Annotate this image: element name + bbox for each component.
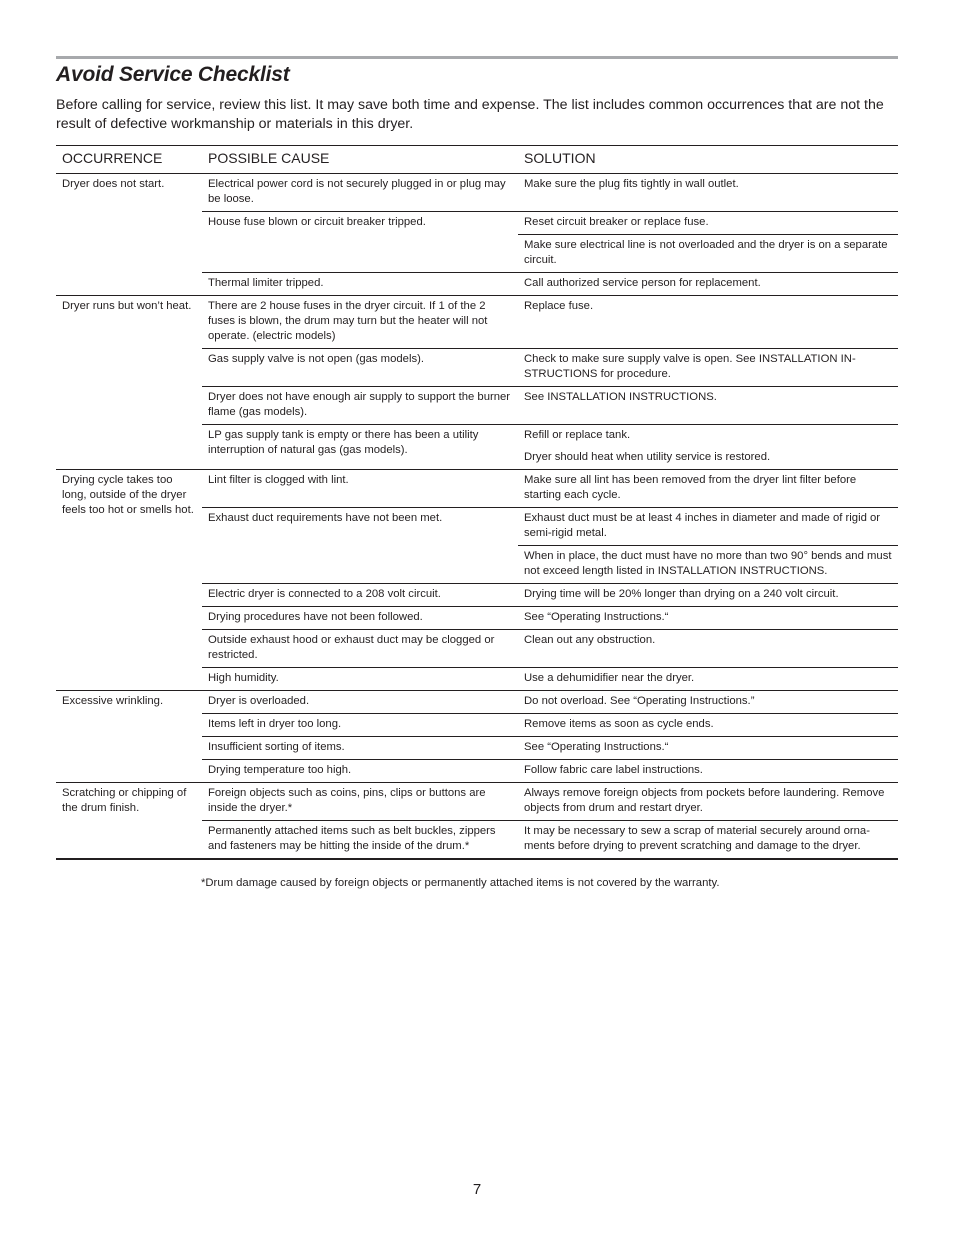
possible-cause-cell: High humidity. (202, 668, 518, 691)
header-possible-cause: POSSIBLE CAUSE (202, 146, 518, 174)
possible-cause-cell: Gas supply valve is not open (gas models). (202, 349, 518, 387)
table-row (56, 296, 898, 349)
possible-cause-cell: Dryer does not have enough air supply to support the burner flame (gas models). (202, 387, 518, 425)
possible-cause-cell: Items left in dryer too long. (202, 714, 518, 737)
possible-cause-cell: Drying procedures have not been followed. (202, 607, 518, 630)
footnote: *Drum damage caused by foreign objects or permanently attached items is not covered by the warranty. (201, 877, 720, 889)
occurrence-cell: Dryer runs but won’t heat. (56, 296, 202, 470)
solution-cell: Drying time will be 20% longer than drying on a 240 volt circuit. (518, 584, 898, 607)
table-row (56, 691, 898, 714)
table-body (56, 174, 898, 860)
solution-cell: Make sure the plug fits tightly in wall outlet. (524, 178, 739, 190)
solution-cell: Exhaust duct must be at least 4 inches in diameter and made of rigid or semi-rigid metal. (518, 508, 898, 546)
table-row (56, 783, 898, 821)
solution-cell: When in place, the duct must have no more than two 90° bends and must not exceed length listed in INSTALLATION INSTRUCTIONS. (518, 546, 898, 584)
possible-cause-cell: Electrical power cord is not securely plugged in or plug may be loose. (208, 178, 506, 205)
possible-cause-cell: Insufficient sorting of items. (202, 737, 518, 760)
solution-cell: Refill or replace tank. (518, 425, 898, 448)
possible-cause-cell: Foreign objects such as coins, pins, clips or buttons are inside the dryer.* (202, 783, 518, 821)
solution-cell: Always remove foreign objects from pockets before laundering. Remove objects from drum and restart dryer. (518, 783, 898, 821)
possible-cause-cell: There are 2 house fuses in the dryer circuit. If 1 of the 2 fuses is blown, the drum may turn but the heater will not operate. (electric models) (202, 296, 518, 349)
possible-cause-cell: Dryer is overloaded. (202, 691, 518, 714)
occurrence-cell: Scratching or chipping of the drum finish. (56, 783, 202, 860)
solution-cell: Make sure electrical line is not overloaded and the dryer is on a separate circuit. (518, 235, 898, 273)
page-number: 7 (472, 1181, 482, 1198)
solution-cell: Make sure all lint has been removed from the dryer lint filter before starting each cycle. (518, 470, 898, 508)
solution-cell: Follow fabric care label instructions. (518, 760, 898, 783)
possible-cause-cell: Lint filter is clogged with lint. (202, 470, 518, 508)
solution-cell: Replace fuse. (518, 296, 898, 349)
possible-cause-cell: House fuse blown or circuit breaker tripped. (202, 212, 518, 273)
solution-cell: See “Operating Instructions.“ (518, 737, 898, 760)
solution-cell: See INSTALLATION INSTRUCTIONS. (518, 387, 898, 425)
solution-cell: See “Operating Instructions.“ (518, 607, 898, 630)
solution-cell: Remove items as soon as cycle ends. (518, 714, 898, 737)
header-solution: SOLUTION (518, 146, 898, 174)
solution-cell: Check to make sure supply valve is open. See INSTALLATION IN-STRUCTIONS for procedure. (518, 349, 898, 387)
possible-cause-cell: Exhaust duct requirements have not been met. (202, 508, 518, 584)
possible-cause-cell: Drying temperature too high. (202, 760, 518, 783)
solution-cell: Reset circuit breaker or replace fuse. (518, 212, 898, 235)
solution-cell: Clean out any obstruction. (518, 630, 898, 668)
solution-cell: Call authorized service person for replacement. (518, 273, 898, 296)
occurrence-cell: Dryer does not start. (62, 178, 165, 190)
solution-cell: Dryer should heat when utility service is restored. (524, 451, 771, 463)
occurrence-cell: Drying cycle takes too long, outside of the dryer feels too hot or smells hot. (56, 470, 202, 691)
possible-cause-cell: Permanently attached items such as belt buckles, zippers and fasteners may be hitting the inside of the drum.* (202, 821, 518, 860)
possible-cause-cell: Outside exhaust hood or exhaust duct may be clogged or restricted. (202, 630, 518, 668)
page-title: Avoid Service Checklist (56, 63, 290, 86)
solution-cell: Do not overload. See “Operating Instructions.” (518, 691, 898, 714)
possible-cause-cell: LP gas supply tank is empty or there has been a utility interruption of natural gas (gas models). (202, 425, 518, 470)
table-header-row (56, 146, 898, 174)
intro-paragraph: Before calling for service, review this list. It may save both time and expense. The list includes common occurrences that are not the result of defective workmanship or materials in this dryer. (56, 97, 884, 132)
solution-cell: It may be necessary to sew a scrap of material securely around orna-ments before drying to prevent scratching and damage to the dryer. (518, 821, 898, 860)
occurrence-cell: Excessive wrinkling. (56, 691, 202, 783)
possible-cause-cell: Electric dryer is connected to a 208 volt circuit. (202, 584, 518, 607)
checklist-table (56, 145, 898, 860)
possible-cause-cell: Thermal limiter tripped. (202, 273, 518, 296)
table-row (56, 174, 898, 212)
solution-cell: Use a dehumidifier near the dryer. (518, 668, 898, 691)
table-row (56, 470, 898, 508)
header-occurrence: OCCURRENCE (56, 146, 202, 174)
top-rule (56, 56, 898, 59)
